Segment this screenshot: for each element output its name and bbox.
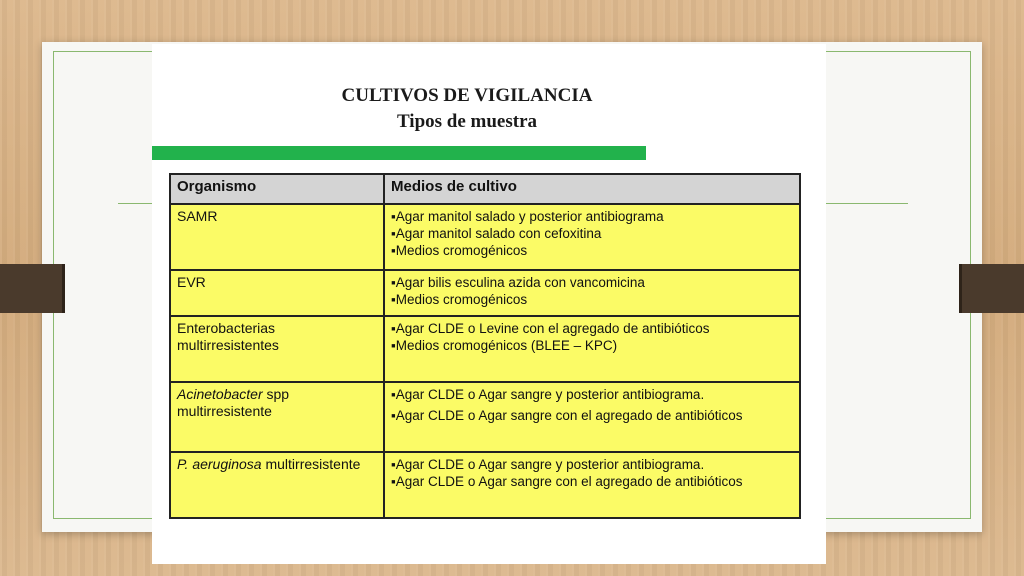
slide-subtitle: Tipos de muestra [396,111,538,132]
header-organismo: Organismo [170,174,384,204]
media-item: ▪Agar bilis esculina azida con vancomicina [391,275,645,290]
organism-cell [170,204,384,270]
organism-name: spp multirresistente [177,386,290,419]
right-tab-edge [959,264,962,313]
media-cell [384,316,800,382]
media-item: ▪Agar CLDE o Agar sangre y posterior antibiograma. [391,457,705,472]
culture-table [169,173,801,519]
table-row [170,452,800,518]
organism-cell [170,316,384,382]
media-item: ▪Agar CLDE o Levine con el agregado de antibióticos [391,321,710,336]
media-item: ▪Agar manitol salado con cefoxitina [391,226,602,241]
media-cell [384,382,800,452]
media-item: ▪Agar manitol salado y posterior antibiograma [391,209,664,224]
media-item: ▪Medios cromogénicos (BLEE – KPC) [391,338,618,353]
table-row [170,382,800,452]
media-cell [384,452,800,518]
left-rule [118,203,154,204]
header-medios: Medios de cultivo [384,174,800,204]
organism-cell [170,382,384,452]
media-item: ▪Medios cromogénicos [391,243,528,258]
organism-italic: Acinetobacter [177,386,263,402]
organism-name: Enterobacterias multirresistentes [177,320,279,353]
media-item: ▪Agar CLDE o Agar sangre con el agregado de antibióticos [391,408,743,423]
organism-name: SAMR [177,208,218,224]
organism-name: multirresistente [261,456,361,472]
media-item: ▪Agar CLDE o Agar sangre y posterior antibiograma. [391,387,705,402]
organism-cell [170,452,384,518]
organism-name: EVR [177,274,206,290]
organism-italic: P. aeruginosa [177,456,262,472]
slide-image [152,44,826,564]
green-accent-bar [152,146,646,160]
table-header-row [170,174,800,204]
right-tab-decoration [960,264,1024,313]
left-tab-decoration [0,264,64,313]
table-row [170,270,800,316]
table-row [170,204,800,270]
media-cell [384,204,800,270]
right-rule [826,203,908,204]
media-cell [384,270,800,316]
media-item: ▪Medios cromogénicos [391,292,528,307]
slide-title: CULTIVOS DE VIGILANCIA [341,85,593,106]
table-row [170,316,800,382]
media-item: ▪Agar CLDE o Agar sangre con el agregado de antibióticos [391,474,743,489]
left-tab-edge [62,264,65,313]
organism-cell [170,270,384,316]
